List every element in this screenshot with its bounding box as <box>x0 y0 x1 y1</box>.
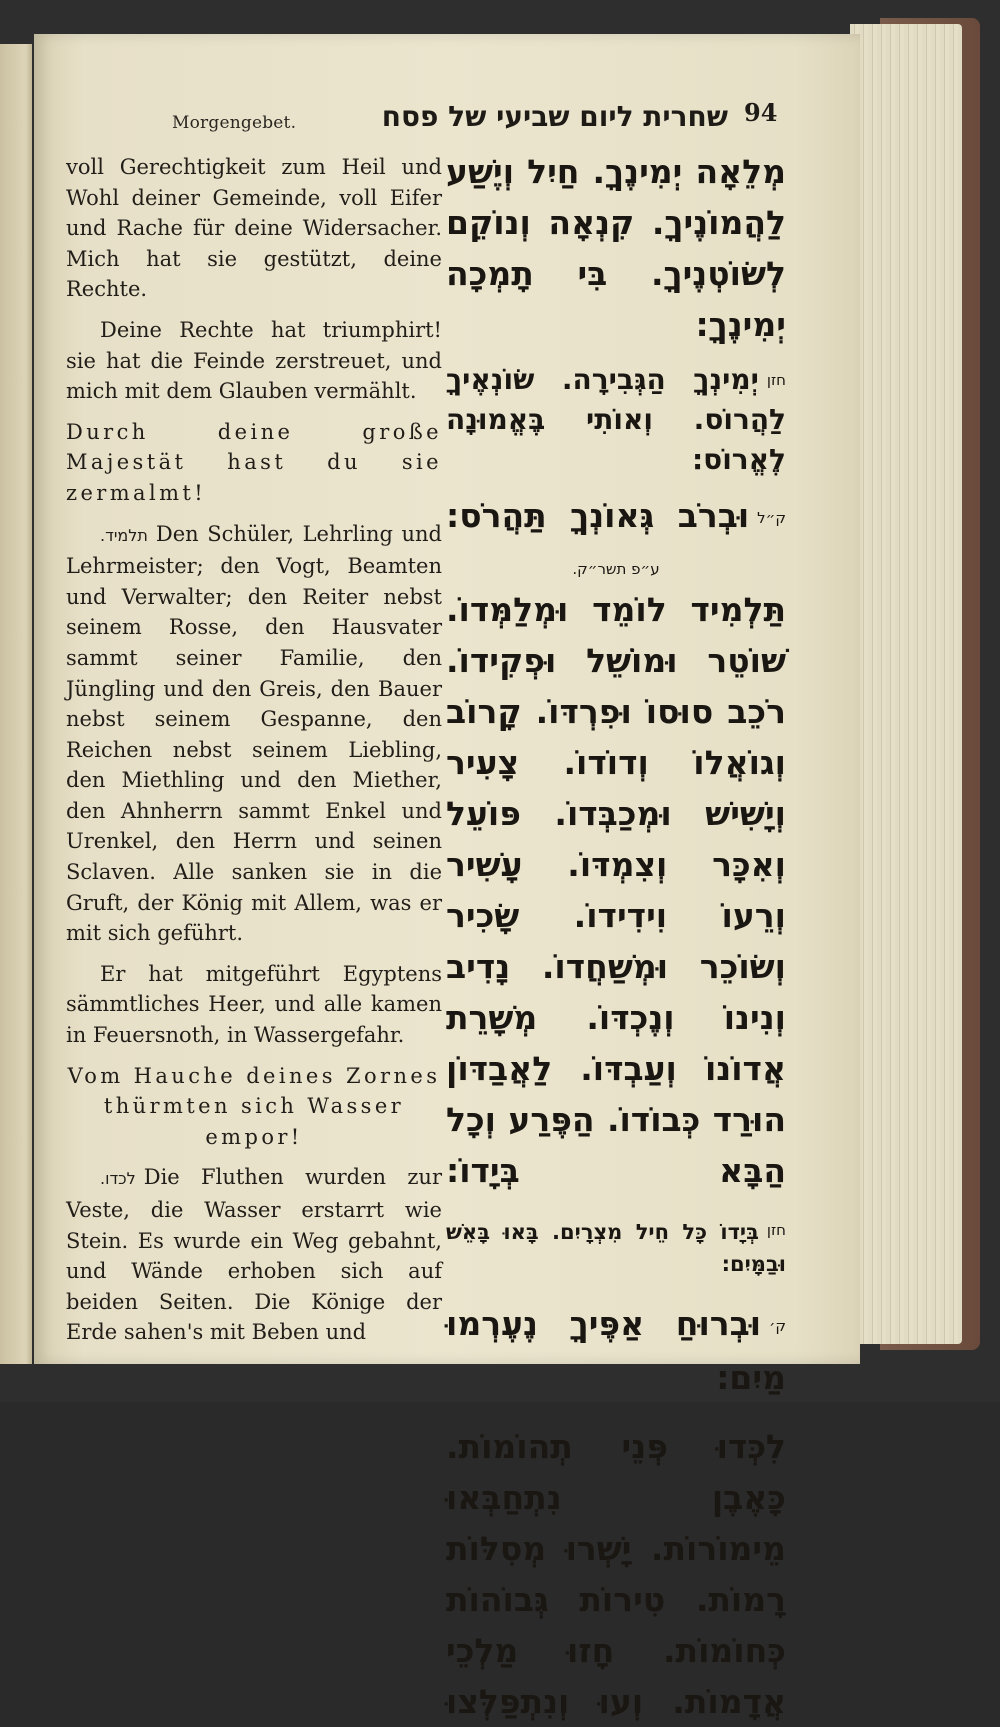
congregation-marker: ק״ל <box>757 509 786 527</box>
hebrew-block <box>446 360 786 480</box>
hebrew-block-text: בְּיָדוֹ כָּל חֵיל מִצְרָיִם. בָּאוּ בָּאֵשׁ וּבַמָּיִם: <box>446 1220 786 1276</box>
german-paragraph: Er hat mitgeführt Egyptens sämmtliches Heer, und alle kamen in Feuersnoth, in Wassergefahr. <box>66 961 442 1048</box>
german-verse: Vom Hauche deines Zornes thürmten sich Wasser empor! <box>67 1063 441 1149</box>
page-number: 94 <box>744 98 778 127</box>
hebrew-block-text: וּבְרֹב גְּאוֹנְךָ תַּהֲרֹס: <box>446 496 750 535</box>
congregation-marker: ק׳ <box>769 1317 786 1335</box>
hebrew-cue-label: תלמיד. <box>100 525 148 545</box>
german-verse: Durch deine große Majestät hast du sie zermalmt! <box>66 419 442 505</box>
hebrew-text-column <box>446 146 786 1727</box>
cantor-marker: חזן <box>766 1221 786 1239</box>
hebrew-block: מְלֵאָה יְמִינֶךָ. חַיִל וְיֶשַׁע לַהֲמוֹנֶיךָ. קִנְאָה וְנוֹקֵם לְשׂוֹטְנֶיךָ. בִּי תָמְכָה יְמִינֶךָ: <box>446 152 786 344</box>
running-head-hebrew: שחרית ליום שביעי של פסח <box>381 100 728 133</box>
german-paragraph-text: Die Fluthen wurden zur Veste, die Wasser erstarrt wie Stein. Es wurde ein Weg gebahnt, und Wände erhoben sich auf beiden Seiten. Die Könige der Erde sahen's mit Beben und <box>66 1165 442 1345</box>
hebrew-block: תַּלְמִיד לוֹמֵד וּמְלַמְּדוֹ. שׁוֹטֵר וּמוֹשֵׁל וּפְקִידוֹ. רֹכֵב סוּסוֹ וּפִרְדּוֹ. קָרוֹב וְגוֹאֲלוֹ וְדוֹדוֹ. צָעִיר וְיָשִׁישׁ וּמְכַבְּדוֹ. פּוֹעֵל וְאִכָּר וְצִמְדּוֹ. עָשִׁיר וְרֵעוֹ וִידִידוֹ. שָׂכִיר וְשׂוֹכֵר וּמְשַׁחֲדוֹ. נָדִיב וְנִינוֹ וְנֶכְדּוֹ. מְשָׁרֵת אֲדוֹנוֹ וְעַבְדּוֹ. לַאֲבַדּוֹן הוּרַד כְּבוֹדוֹ. הַפֶּרַע וְכָל הַבָּא בְּיָדוֹ: <box>446 590 786 1190</box>
hebrew-block-text: וּבְרוּחַ אַפֶּיךָ נֶעֶרְמוּ מַיִם: <box>446 1304 786 1397</box>
hebrew-block: לִכְּדוּ פְּנֵי תְהוֹמוֹת. כָּאֶבֶן נִתְחַבְּאוּ מֵימוֹרוֹת. יָשְׁרוּ מְסִלּוֹת רָמוֹת. טִירוֹת גְּבוֹהוֹת כְּחוֹמוֹת. חָזוּ מַלְכֵי אֲדָמוֹת. וְעוּ וְנִתְפַּלְּצוּ <box>446 1427 786 1721</box>
acrostic-note: ע״פ תשר״ק. <box>572 560 660 578</box>
page-stack-edge <box>850 24 962 1344</box>
running-head-german: Morgengebet. <box>172 113 297 133</box>
hebrew-block-text: יְמִינְךָ הַגְּבִירָה. שׂוֹנְאֶיךָ לַהֲרוֹס. וְאוֹתִי בֶּאֱמוּנָה לֶאֱרוֹס: <box>446 363 786 476</box>
facing-page-edge <box>0 44 32 1364</box>
hebrew-block <box>446 1214 786 1280</box>
hebrew-cue-label: לכדו. <box>100 1169 136 1189</box>
german-paragraph: voll Gerechtigkeit zum Heil und Wohl deiner Gemeinde, voll Eifer und Rache für deine Widersacher. Mich hat sie gestützt, deine Rechte. <box>66 155 442 302</box>
german-paragraph: Deine Rechte hat triumphirt! sie hat die Feinde zerstreuet, und mich mit dem Glauben vermählt. <box>66 317 442 404</box>
german-paragraph <box>66 1162 442 1348</box>
hebrew-block <box>446 1298 786 1403</box>
german-paragraph <box>66 519 442 949</box>
german-translation-column <box>66 152 442 1358</box>
cantor-marker: חזן <box>766 371 786 389</box>
hebrew-block <box>446 490 786 544</box>
german-paragraph-text: Den Schüler, Lehrling und Lehrmeister; den Vogt, Beamten und Verwalter; den Reiter nebst seinem Rosse, den Hausvater sammt seiner Familie, den Jüngling und den Greis, den Bauer nebst seinem Gespanne, den Reichen nebst seinem Liebling, den Miethling und den Miether, den Ahnherrn sammt Enkel und Urenkel, den Herrn und seinen Sclaven. Alle sanken sie in die Gruft, der König mit Allem, was er mit sich geführt. <box>66 521 442 946</box>
